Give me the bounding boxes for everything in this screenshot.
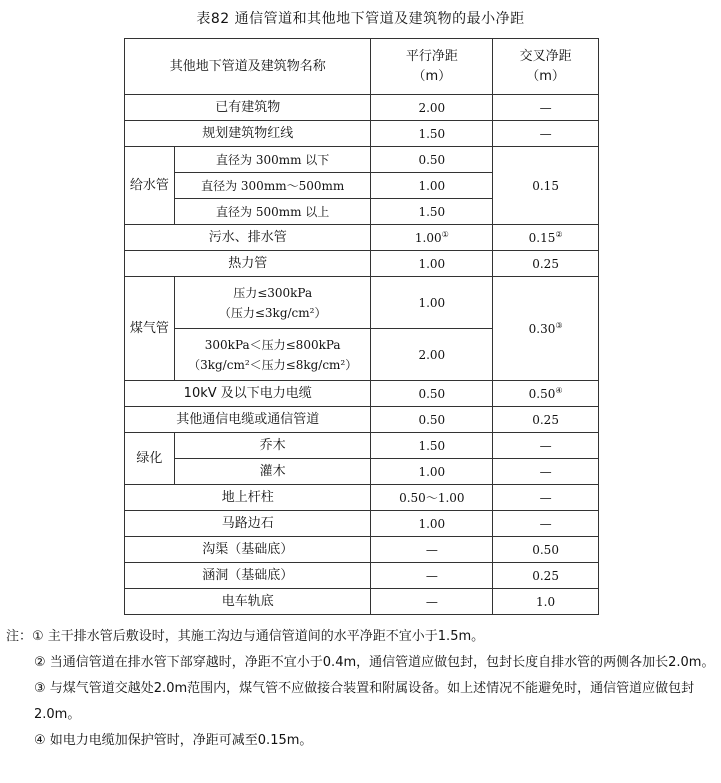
row-name-line2: （压力≤3kg/cm²） [218, 305, 327, 320]
row-parallel: 1.00 [371, 511, 493, 537]
header-parallel-unit: （m） [412, 68, 452, 84]
row-cross: 0.25 [493, 407, 599, 433]
row-name: 灌木 [174, 459, 371, 485]
row-parallel-value: 1.00 [414, 230, 442, 245]
table-row [125, 589, 599, 615]
row-parallel: 1.00 [371, 277, 493, 329]
row-name: 10kV 及以下电力电缆 [125, 381, 371, 407]
row-name: 地上杆柱 [125, 485, 371, 511]
group-water: 给水管 [125, 147, 175, 225]
table-row [125, 225, 599, 251]
row-name-line2: （3kg/cm²＜压力≤8kg/cm²） [188, 357, 358, 372]
footnote-mark: ③ [555, 320, 563, 330]
row-cross: 0.25 [493, 251, 599, 277]
header-cross [493, 39, 599, 95]
row-parallel: 1.50 [371, 433, 493, 459]
group-gas-cross [493, 277, 599, 381]
header-name: 其他地下管道及建筑物名称 [125, 39, 371, 95]
row-parallel: 1.00 [371, 459, 493, 485]
row-name: 马路边石 [125, 511, 371, 537]
row-name: 热力管 [125, 251, 371, 277]
row-cross: — [493, 511, 599, 537]
table-row [125, 381, 599, 407]
group-gas: 煤气管 [125, 277, 175, 381]
table-row [125, 407, 599, 433]
header-parallel [371, 39, 493, 95]
group-green: 绿化 [125, 433, 175, 485]
row-parallel: 0.50 [371, 381, 493, 407]
table-row [125, 277, 599, 329]
table-row [125, 433, 599, 459]
row-parallel: 2.00 [371, 329, 493, 381]
row-name-line1: 300kPa＜压力≤800kPa [204, 337, 341, 352]
row-parallel: 1.50 [371, 121, 493, 147]
row-name-line1: 压力≤300kPa [233, 285, 313, 300]
row-cross: — [493, 121, 599, 147]
row-parallel: 2.00 [371, 95, 493, 121]
header-cross-unit: （m） [526, 68, 565, 84]
row-parallel: 0.50 [371, 147, 493, 173]
row-cross: — [493, 459, 599, 485]
row-parallel: 0.50～1.00 [371, 485, 493, 511]
table-row [125, 511, 599, 537]
table-notes [6, 624, 718, 754]
row-cross: — [493, 485, 599, 511]
row-name: 污水、排水管 [125, 225, 371, 251]
row-name: 规划建筑物红线 [125, 121, 371, 147]
row-cross-value: 0.50 [528, 386, 556, 401]
row-cross-value: 0.15 [528, 230, 556, 245]
clearance-table [124, 38, 599, 615]
row-name: 已有建筑物 [125, 95, 371, 121]
table-row [125, 121, 599, 147]
row-cross: 1.0 [493, 589, 599, 615]
header-cross-label: 交叉净距 [519, 48, 572, 64]
row-name: 沟渠（基础底） [125, 537, 371, 563]
row-name: 涵洞（基础底） [125, 563, 371, 589]
header-parallel-label: 平行净距 [405, 48, 458, 64]
table-row [125, 459, 599, 485]
row-name [174, 329, 371, 381]
row-name: 直径为 500mm 以上 [174, 199, 371, 225]
row-name: 电车轨底 [125, 589, 371, 615]
row-cross [493, 225, 599, 251]
row-name: 其他通信电缆或通信管道 [125, 407, 371, 433]
row-parallel: 0.50 [371, 407, 493, 433]
table-title: 表82 通信管道和其他地下管道及建筑物的最小净距 [196, 11, 525, 27]
row-parallel: — [371, 589, 493, 615]
table-header-row [125, 39, 599, 95]
row-cross: — [493, 433, 599, 459]
group-gas-cross-value: 0.30 [528, 321, 556, 336]
table-row [125, 147, 599, 173]
note-3: ③ 与煤气管道交越处2.0m范围内，煤气管不应做接合装置和附属设备。如上述情况不能避免时，通信管道应做包封2.0m。 [34, 681, 695, 722]
note-4: ④ 如电力电缆加保护管时，净距可减至0.15m。 [34, 733, 313, 748]
row-parallel: — [371, 537, 493, 563]
row-parallel: — [371, 563, 493, 589]
row-parallel: 1.50 [371, 199, 493, 225]
table-row [125, 95, 599, 121]
footnote-mark: ② [555, 229, 563, 239]
row-name: 直径为 300mm～500mm [174, 173, 371, 199]
footnote-mark: ④ [555, 385, 563, 395]
footnote-mark: ① [441, 229, 449, 239]
row-name: 直径为 300mm 以下 [174, 147, 371, 173]
row-parallel: 1.00 [371, 173, 493, 199]
table-row [125, 537, 599, 563]
row-parallel: 1.00 [371, 251, 493, 277]
table-row [125, 563, 599, 589]
table-row [125, 251, 599, 277]
note-2: ② 当通信管道在排水管下部穿越时，净距不宜小于0.4m，通信管道应做包封，包封长度自排水管的两侧各加长2.0m。 [34, 655, 715, 670]
row-cross [493, 381, 599, 407]
row-cross: 0.50 [493, 537, 599, 563]
row-cross: — [493, 95, 599, 121]
note-1: 注：① 主干排水管后敷设时，其施工沟边与通信管道间的水平净距不宜小于1.5m。 [6, 629, 485, 644]
group-water-cross: 0.15 [493, 147, 599, 225]
row-name: 乔木 [174, 433, 371, 459]
row-name [174, 277, 371, 329]
row-cross: 0.25 [493, 563, 599, 589]
row-parallel [371, 225, 493, 251]
table-row [125, 485, 599, 511]
